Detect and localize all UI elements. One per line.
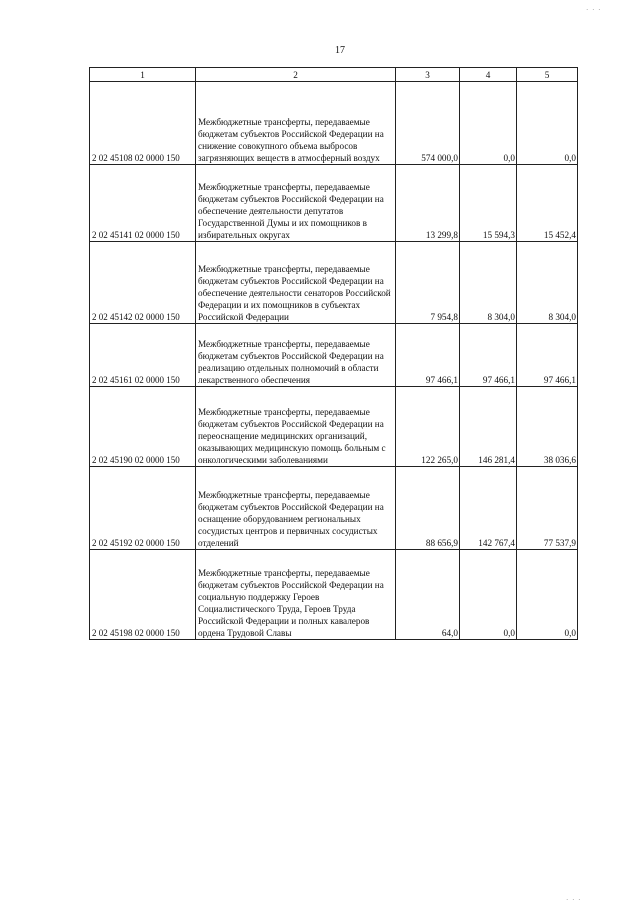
value-col5-cell: 0,0 (517, 82, 578, 165)
value-col4-cell: 97 466,1 (460, 324, 517, 387)
budget-code-cell: 2 02 45141 02 0000 150 (90, 165, 196, 242)
value-col5-cell: 8 304,0 (517, 242, 578, 324)
table-row (90, 242, 578, 324)
value-col3-cell: 13 299,8 (396, 165, 460, 242)
value-col4-cell: 0,0 (460, 82, 517, 165)
value-col5-cell: 38 036,6 (517, 387, 578, 467)
value-col5-cell: 77 537,9 (517, 467, 578, 550)
description-cell: Межбюджетные трансферты, передаваемые бюджетам субъектов Российской Федерации на оснащение оборудованием региональных сосудистых центров и первичных сосудистых отделений (196, 467, 396, 550)
description-cell: Межбюджетные трансферты, передаваемые бюджетам субъектов Российской Федерации на обеспечение деятельности депутатов Государственной Думы и их помощников в избирательных округах (196, 165, 396, 242)
value-col3-cell: 122 265,0 (396, 387, 460, 467)
table-row (90, 324, 578, 387)
table-row (90, 550, 578, 640)
value-col4-cell: 8 304,0 (460, 242, 517, 324)
description-cell: Межбюджетные трансферты, передаваемые бюджетам субъектов Российской Федерации на снижение совокупного объема выбросов загрязняющих веществ в атмосферный воздух (196, 82, 396, 165)
table-header-row (90, 68, 578, 82)
value-col5-cell: 97 466,1 (517, 324, 578, 387)
description-cell: Межбюджетные трансферты, передаваемые бюджетам субъектов Российской Федерации на социальную поддержку Героев Социалистического Труда, Героев Труда Российской Федерации и полных кавалеров ордена Трудовой Славы (196, 550, 396, 640)
scan-artifact-top: · · · (586, 6, 602, 14)
value-col3-cell: 7 954,8 (396, 242, 460, 324)
column-header-3: 3 (396, 68, 460, 82)
value-col3-cell: 88 656,9 (396, 467, 460, 550)
budget-code-cell: 2 02 45142 02 0000 150 (90, 242, 196, 324)
value-col4-cell: 146 281,4 (460, 387, 517, 467)
budget-code-cell: 2 02 45198 02 0000 150 (90, 550, 196, 640)
value-col3-cell: 97 466,1 (396, 324, 460, 387)
budget-table (89, 67, 578, 640)
column-header-1: 1 (90, 68, 196, 82)
column-header-2: 2 (196, 68, 396, 82)
budget-code-cell: 2 02 45190 02 0000 150 (90, 387, 196, 467)
value-col4-cell: 142 767,4 (460, 467, 517, 550)
scan-artifact-bottom: · · · (566, 896, 582, 904)
table-row (90, 387, 578, 467)
description-cell: Межбюджетные трансферты, передаваемые бюджетам субъектов Российской Федерации на реализацию отдельных полномочий в области лекарственного обеспечения (196, 324, 396, 387)
budget-code-cell: 2 02 45108 02 0000 150 (90, 82, 196, 165)
value-col4-cell: 0,0 (460, 550, 517, 640)
column-header-5: 5 (517, 68, 578, 82)
table-row (90, 467, 578, 550)
description-cell: Межбюджетные трансферты, передаваемые бюджетам субъектов Российской Федерации на обеспечение деятельности сенаторов Российской Федерации и их помощников в субъектах Российской Федерации (196, 242, 396, 324)
column-header-4: 4 (460, 68, 517, 82)
value-col5-cell: 0,0 (517, 550, 578, 640)
value-col3-cell: 574 000,0 (396, 82, 460, 165)
table-row (90, 165, 578, 242)
budget-code-cell: 2 02 45192 02 0000 150 (90, 467, 196, 550)
table-row (90, 82, 578, 165)
budget-code-cell: 2 02 45161 02 0000 150 (90, 324, 196, 387)
value-col3-cell: 64,0 (396, 550, 460, 640)
value-col4-cell: 15 594,3 (460, 165, 517, 242)
page-number: 17 (335, 45, 345, 56)
description-cell: Межбюджетные трансферты, передаваемые бюджетам субъектов Российской Федерации на переоснащение медицинских организаций, оказывающих медицинскую помощь больным с онкологическими заболеваниями (196, 387, 396, 467)
value-col5-cell: 15 452,4 (517, 165, 578, 242)
